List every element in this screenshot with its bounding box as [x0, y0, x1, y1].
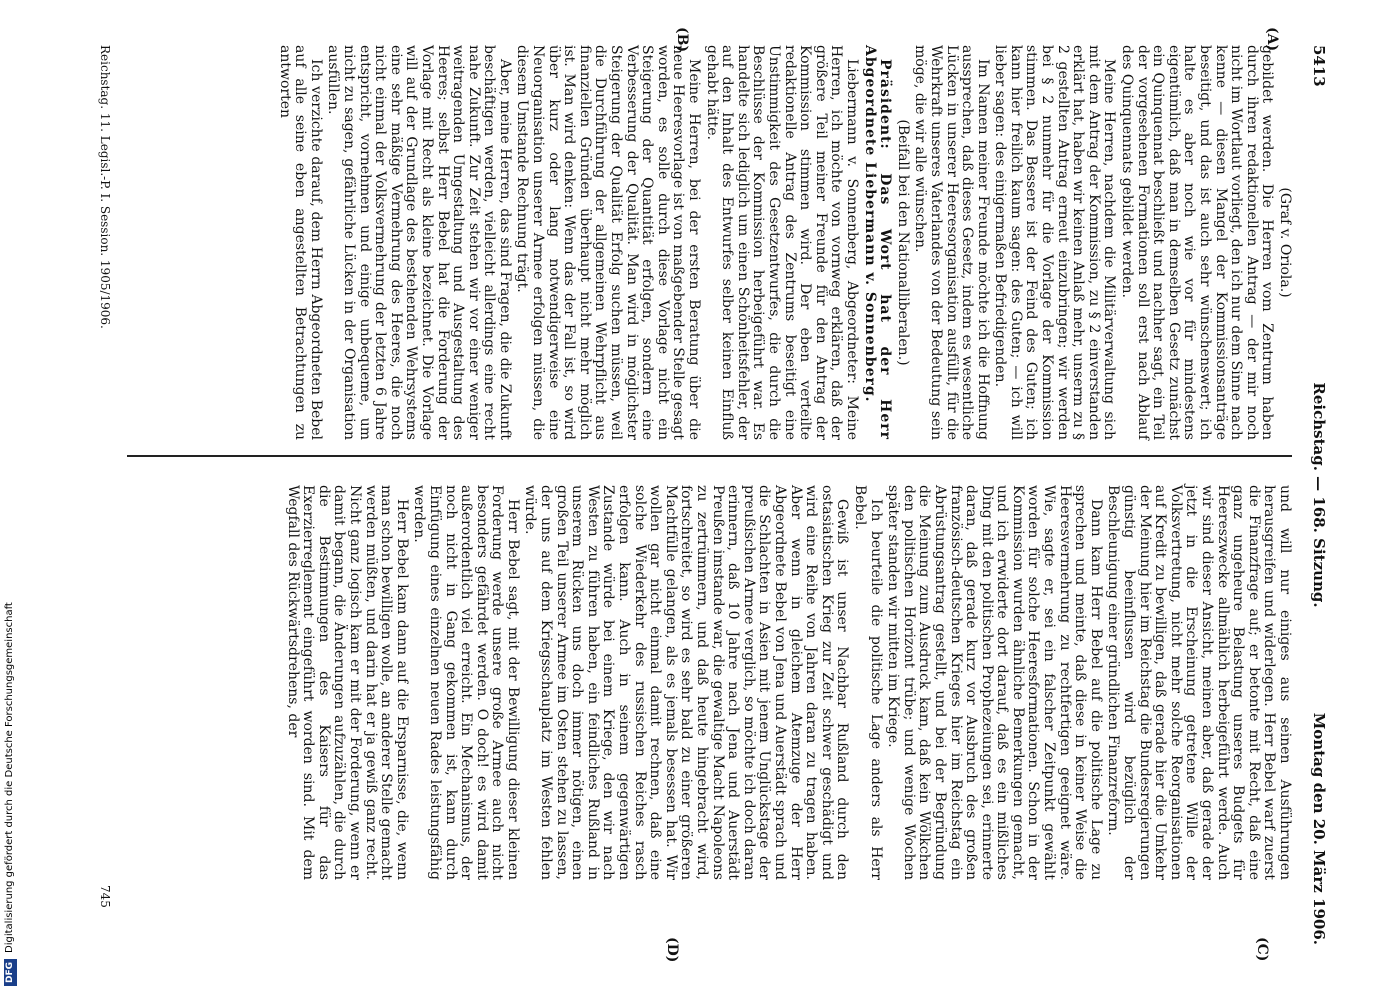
paragraph: Dann kam Herr Bebel auf die politische Lage zu sprechen und meinte, daß diese in keiner Weise die Heeresvermehrung zu rechtfertigen geeignet wäre. Wie, sagte er, sei ein falscher Zeitpunkt gewählt worden für solche Heeresformationen. Schon in der Kommission wurden ähnliche Bemerkungen gemacht, und ich erwiderte dort darauf, daß es ein mißliches Ding mit den politischen Prophezeiungen sei, erinnerte daran, daß gerade kurz vor Ausbruch des großen französisch-deutschen Krieges hier im Reichstag ein Abrüstungsantrag gestellt, und bei der Begründung die Meinung zum Ausdruck kam, daß kein Wölkchen den politischen Horizont trübe; und wenige Wochen später standen wir mitten im Kriege.	[885, 485, 1104, 880]
margin-letter-d: (D)	[664, 937, 680, 963]
column-divider	[127, 455, 1292, 457]
paragraph: Gewiß ist unser Nachbar Rußland durch den ostasiatischen Krieg zur Zeit schwer geschädigt und wird eine Reihe von Jahren daran zu tragen haben. Aber wenn in gleichem Atemzuge der Herr Abgeordnete Bebel von Jena und Auerstädt sprach und die Schlachten in Asien mit jenem Unglückstage der preußischen Armee verglich, so möchte ich doch daran erinnern, daß 10 Jahre nach Jena und Auerstädt Preußen imstande war, die gewaltige Macht Napoleons zu zertrümmern, und daß heute hingebracht wird, fortschreitet, so wird es sehr bald zu einer größeren Machtfülle gelangen, als es jemals besessen hat. Wir wollen gar nicht einmal damit rechnen, daß eine solche Wiederkehr des russischen Reiches rasch erfolgen kann. Auch in seinem gegenwärtigen Zustande würde bei einem Kriege, den wir nach Westen zu führen haben, ein feindliches Rußland in unserem Rücken uns doch immer nötigen, einen großen Teil unserer Armee im Osten stehen zu lassen, der uns auf dem Kriegsschauplatz im Westen fehlen würde.	[522, 485, 851, 880]
footer-page-number: 745	[98, 885, 112, 908]
footer-session-info: Reichstag. 11. Legisl.-P. I. Session. 1905/1906.	[98, 45, 112, 329]
paragraph: Im Namen meiner Freunde möchte ich die Hoffnung aussprechen, daß dieses Gesetz, indem es wesentliche Lücken in unserer Heeresorganisation ausfüllt, für die Wehrkraft unseres Vaterlandes von der Bedeutung sein möge, die wir alle wünschen.	[912, 45, 991, 440]
margin-letter-c: (C)	[1254, 937, 1270, 962]
header-title: Reichstag. — 168. Sitzung.	[1310, 382, 1328, 608]
left-text-column	[274, 45, 1292, 440]
funding-note	[2, 0, 18, 986]
paragraph: Ich verzichte darauf, dem Herrn Abgeordneten Bebel auf alle seine eben angestellten Betrachtungen zu antworten	[276, 45, 324, 440]
side-gutter	[0, 0, 18, 1000]
paragraph: Aber, meine Herren, das sind Fragen, die die Zukunft beschäftigen werden, vielleicht allerdings eine recht nahe Zukunft. Zur Zeit stehen wir vor einer weniger weitragenden Umgestaltung und Ausgestaltung des Heeres; selbst Herr Bebel hat die Forderung der Vorlage mit Recht als kleine bezeichnet. Die Vorlage will auf der Grundlage des bestehenden Wehrsystems eine sehr mäßige Vermehrung des Heeres, die noch nicht einmal der Volksvermehrung der letzten 6 Jahre entspricht, vornehmen und einige unbequeme, um nicht zu sagen, gefährliche Lücken in der Organisation ausfüllen.	[325, 45, 513, 440]
header-date: Montag den 20. März 1906.	[1310, 712, 1328, 945]
paragraph: Ich beurteile die politische Lage anders als Herr Bebel.	[851, 485, 884, 880]
dfg-logo: DFG	[4, 959, 17, 986]
page-header	[1302, 45, 1330, 945]
paragraph: Liebermann v. Sonnenberg, Abgeordneter: Meine Herren, ich möchte von vornweg erklären, daß der größere Teil meiner Freunde für den Antrag der Kommission stimmen wird. Der eben verteilte redaktionelle Antrag des Zentrums beseitigt eine Unstimmigkeit des Gesetzentwurfes, die durch die Beschlüsse der Kommission herbeigeführt war. Es handelte sich lediglich um einen Schönheitsfehler, der auf den Inhalt des Entwurfes selber keinen Einfluß gehabt hätte.	[703, 45, 860, 440]
margin-letter-b: (B)	[674, 27, 690, 53]
paragraph: Herr Bebel kam dann auf die Ersparnisse, die, wenn man schon bewilligen wolle, an anderer Stelle gemacht werden müßten, und darin hat er ja gewiß ganz recht. Nicht ganz logisch kam er mit der Forderung, wenn er damit begann, die Änderungen aufzuzählen, die durch die Bestimmungen des Kaisers für das Exerzierreglement eingeführt worden sind. Mit dem Wegfall des Rückwärtsdrehens, der	[284, 485, 410, 880]
paragraph: Herr Bebel sagt, mit der Bewilligung dieser kleinen Forderung werde unsere große Armee auch nicht besonders gefährdet werden. O doch! es wird damit außerordentlich viel erreicht. Ein Mechanismus, der noch nicht in Gang gekommen ist, kann durch Einfügung eines einzelnen neuen Rades leistungsfähig werden.	[411, 485, 521, 880]
right-text-column	[282, 485, 1292, 880]
margin-letter-a: (A)	[1264, 27, 1280, 52]
rotated-page	[30, 25, 1330, 965]
applause-note: (Beifall bei den Nationalliberalen.)	[894, 119, 911, 366]
paragraph: gebildet werden. Die Herren vom Zentrum haben durch ihren redaktionellen Antrag — der mir noch nicht im Wortlaut vorliegt, den ich nur dem Sinne nach kenne — diesen Mangel der Kommissionsanträge beseitigt, und das ist auch sehr wünschenswert; ich halte es aber noch wie vor für mindestens eigentümlich, daß man in demselben Gesetz zunächst ein Quinquennat beschließt und nachher sagt, ein Teil der vorgesehenen Formationen soll erst nach Ablauf des Quinquennats gebildet werden.	[1119, 45, 1276, 440]
speaker-running-head: (Graf v. Oriola.)	[1277, 187, 1293, 298]
paragraph: Meine Herren, bei der ersten Beratung über die neue Heeresvorlage ist von maßgebender Stelle gesagt worden, es solle durch diese Vorlage nicht ein Steigerung der Quantität erfolgen, sondern eine Verbesserung der Qualität. Man wird in möglichster Steigerung der Qualität Erfolg suchen müssen, weil die Durchführung der allgemeinen Wehrpflicht aus finanziellen Gründen überhaupt nicht mehr möglich ist. Man wird denken: Wenn das der Fall ist, so wird über kurz oder lang notwendigerweise eine Neuorganisation unserer Armee erfolgen müssen, die diesem Umstande Rechnung trägt.	[514, 45, 703, 440]
paragraph: Meine Herren, nachdem die Militärverwaltung sich mit dem Antrag der Kommission, zu § 2 einverstanden erklärt hat, haben wir keinen Anlaß mehr, unserm zu § 2 gestellten Antrag erneut einzubringen; wir werden bei § 2 nunmehr für die Vorlage der Kommission stimmen. Das Bessere ist der Feind des Guten; ich kann hier freilich kaum sagen: des Guten; — ich will lieber sagen: des einigermaßen Befriedigenden.	[992, 45, 1118, 440]
president-statement: Präsident: Das Wort hat der Herr Abgeordnete Liebermann v. Sonnenberg.	[861, 45, 894, 440]
page-number: 5413	[1310, 45, 1328, 87]
funding-note-text: Digitalisierung gefördert durch die Deutsche Forschungsgemeinschaft	[4, 602, 15, 953]
paragraph: und will nur einiges aus seinen Ausführungen herausgreifen und widerlegen. Herr Bebel warf zuerst die Finanzfrage auf; er betonte mit Recht, daß eine ganz ungeheure Belastung unseres Budgets für Heereszwecke allmählich herbeigeführt werde. Auch wir sind dieser Ansicht, meinen aber, daß gerade der jetzt in die Erscheinung getretene Wille der Volksvertretung, nicht mehr solche Reorganisationen auf Kredit zu bewilligen, daß gerade hier die Umkehr der Meinung hier im Reichstag die Bundesregierungen günstig beeinflussen wird bezüglich der Beschleunigung einer gründlichen Finanzreform.	[1105, 485, 1293, 880]
